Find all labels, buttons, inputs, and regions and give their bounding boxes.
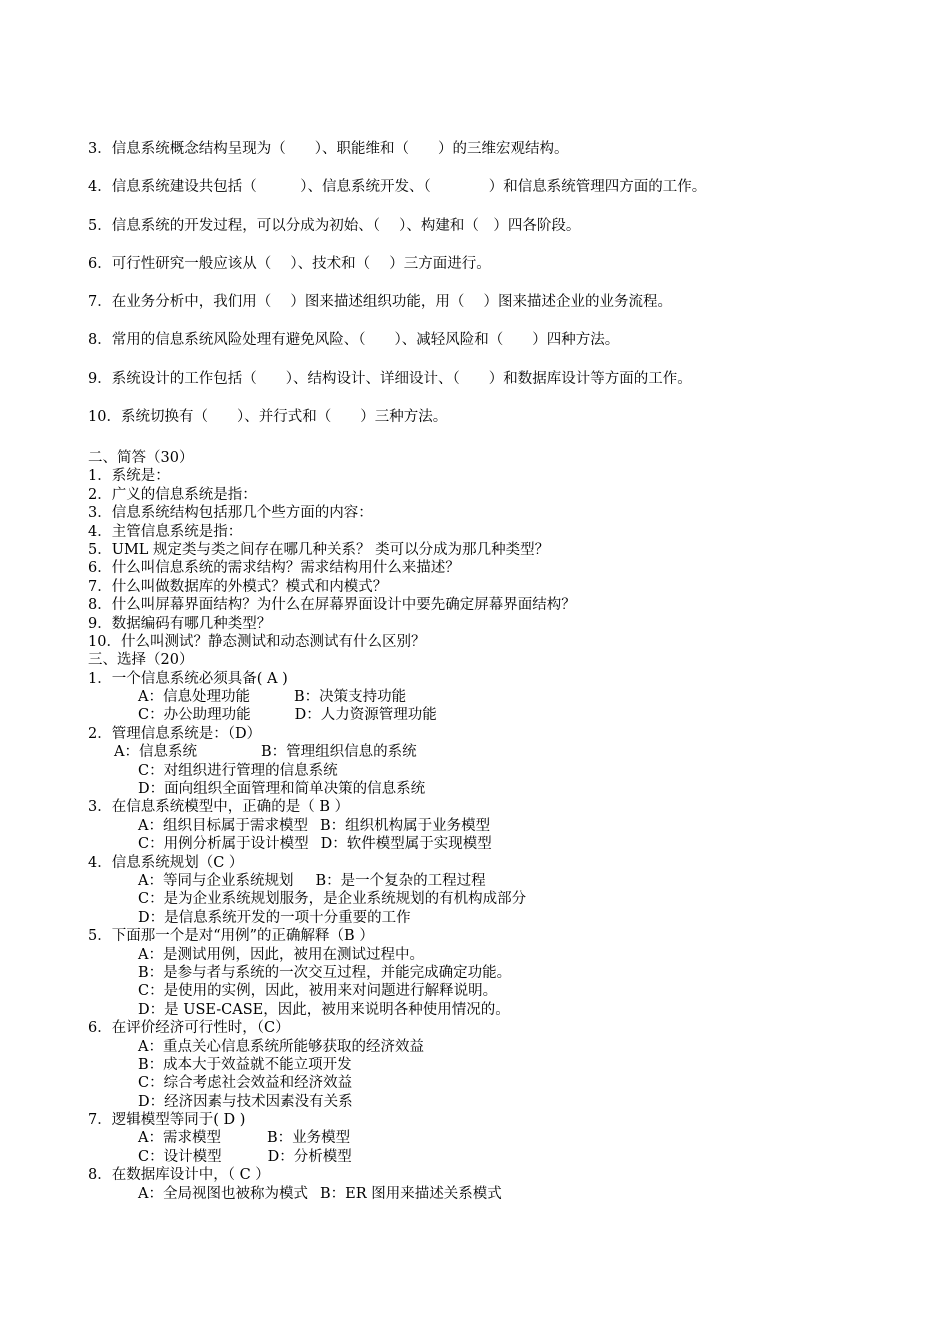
- questions-body: [88, 449, 888, 1203]
- short-answer-item-1: 1．系统是：: [88, 468, 170, 485]
- choice-q8-stem: 8．在数据库设计中，（ C ）: [88, 1167, 270, 1184]
- short-answer-item-3: 3．信息系统结构包括那几个些方面的内容：: [88, 505, 373, 522]
- choice-q3-stem: 3．在信息系统模型中，正确的是（ B ）: [88, 799, 350, 816]
- short-answer-item-4: 4．主管信息系统是指：: [88, 523, 243, 540]
- short-answer-item-5: 5．UML 规定类与类之间存在哪几种关系？ 类可以分成为那几种类型？: [88, 541, 550, 558]
- option-a: A：组织目标属于需求模型: [138, 817, 308, 834]
- short-answer-item-8: 8．什么叫屏幕界面结构？为什么在屏幕界面设计中要先确定屏幕界面结构？: [88, 597, 576, 614]
- option-c: C：办公助理功能: [138, 707, 251, 724]
- fill-question-6: 6．可行性研究一般应该从（ ）、技术和（ ）三方面进行。: [88, 255, 491, 272]
- choice-q6-option-c: C：综合考虑社会效益和经济效益: [138, 1075, 353, 1092]
- choice-q2-option-d: D：面向组织全面管理和简单决策的信息系统: [138, 781, 426, 798]
- choice-q4-options-ab: [88, 872, 888, 890]
- option-a: A：等同与企业系统规划: [138, 872, 294, 889]
- choice-q6-option-b: B：成本大于效益就不能立项开发: [138, 1056, 352, 1073]
- choice-q4-option-c: C：是为企业系统规划服务，是企业系统规划的有机构成部分: [138, 891, 527, 908]
- choice-q2-options-ab: [88, 743, 888, 761]
- choice-q8-options-ab: [88, 1185, 888, 1203]
- choice-q1-stem: 1．一个信息系统必须具备( A ): [88, 670, 288, 687]
- choice-q6-option-a: A：重点关心信息系统所能够获取的经济效益: [138, 1038, 424, 1055]
- choice-q3-options-cd: [88, 835, 888, 853]
- choice-q5-option-a: A：是测试用例，因此，被用在测试过程中。: [138, 946, 424, 963]
- short-answer-item-10: 10．什么叫测试？静态测试和动态测试有什么区别？: [88, 633, 426, 650]
- short-answer-item-6: 6．什么叫信息系统的需求结构？需求结构用什么来描述？: [88, 560, 460, 577]
- option-a: A：信息处理功能: [138, 689, 250, 706]
- choice-q1-options-ab: [88, 688, 888, 706]
- choice-q5-stem: 5．下面那一个是对“用例”的正确解释（B ）: [88, 928, 374, 945]
- choice-q4-stem: 4．信息系统规划（C ）: [88, 854, 244, 871]
- choice-q7-stem: 7．逻辑模型等同于( D ): [88, 1112, 246, 1129]
- option-c: C：用例分析属于设计模型: [138, 836, 309, 853]
- choice-heading: 三、选择（20）: [88, 652, 194, 669]
- choice-q3-options-ab: [88, 817, 888, 835]
- fill-question-3: 3．信息系统概念结构呈现为（ ）、职能维和（ ）的三维宏观结构。: [88, 141, 569, 157]
- fill-question-7: 7．在业务分析中，我们用（ ）图来描述组织功能，用（ ）图来描述企业的业务流程。: [88, 294, 672, 311]
- option-b: B：决策支持功能: [293, 689, 407, 706]
- option-d: D：软件模型属于实现模型: [320, 836, 492, 853]
- option-b: B：组织机构属于业务模型: [319, 817, 491, 834]
- choice-q5-option-c: C：是使用的实例，因此，被用来对问题进行解释说明。: [138, 983, 498, 1000]
- option-d: D：分析模型: [267, 1148, 352, 1165]
- choice-q1-options-cd: [88, 706, 888, 724]
- fill-question-4: 4．信息系统建设共包括（ ）、信息系统开发、（ ）和信息系统管理四方面的工作。: [88, 179, 707, 196]
- option-b: B：是一个复杂的工程过程: [315, 872, 486, 889]
- choice-q7-options-ab: [88, 1129, 888, 1147]
- short-answer-heading: 二、简答（30）: [88, 450, 194, 466]
- option-b: B：业务模型: [266, 1130, 351, 1147]
- choice-q4-option-d: D：是信息系统开发的一项十分重要的工作: [138, 909, 411, 926]
- option-a: A：信息系统: [114, 744, 197, 761]
- choice-q2-stem: 2．管理信息系统是：（D）: [88, 725, 262, 742]
- short-answer-item-2: 2．广义的信息系统是指：: [88, 486, 257, 503]
- option-b: B：管理组织信息的系统: [260, 744, 417, 761]
- option-c: C：设计模型: [138, 1148, 222, 1165]
- choice-q2-option-c: C：对组织进行管理的信息系统: [138, 762, 338, 779]
- short-answer-item-9: 9．数据编码有哪几种类型？: [88, 615, 272, 632]
- option-b: B：ER 图用来描述关系模式: [319, 1185, 502, 1202]
- option-a: A：需求模型: [138, 1130, 221, 1147]
- option-d: D：人力资源管理功能: [294, 707, 437, 724]
- short-answer-item-7: 7．什么叫做数据库的外模式？模式和内模式？: [88, 578, 388, 595]
- fill-question-8: 8．常用的信息系统风险处理有避免风险、（ ）、减轻风险和（ ）四种方法。: [88, 332, 620, 349]
- fill-question-10: 10．系统切换有（ ）、并行式和（ ）三种方法。: [88, 409, 448, 426]
- choice-q6-option-d: D：经济因素与技术因素没有关系: [138, 1093, 353, 1110]
- fill-question-5: 5．信息系统的开发过程，可以分成为初始、（ ）、构建和（ ）四各阶段。: [88, 217, 581, 234]
- choice-q5-option-b: B：是参与者与系统的一次交互过程，并能完成确定功能。: [138, 964, 512, 981]
- choice-q7-options-cd: [88, 1148, 888, 1166]
- choice-q6-stem: 6．在评价经济可行性时，（C）: [88, 1020, 290, 1037]
- fill-in-section: [88, 137, 888, 443]
- choice-q5-option-d: D：是 USE-CASE，因此，被用来说明各种使用情况的。: [138, 1001, 510, 1018]
- fill-question-9: 9．系统设计的工作包括（ ）、结构设计、详细设计、（ ）和数据库设计等方面的工作。: [88, 370, 692, 387]
- option-a: A：全局视图也被称为模式: [138, 1185, 308, 1202]
